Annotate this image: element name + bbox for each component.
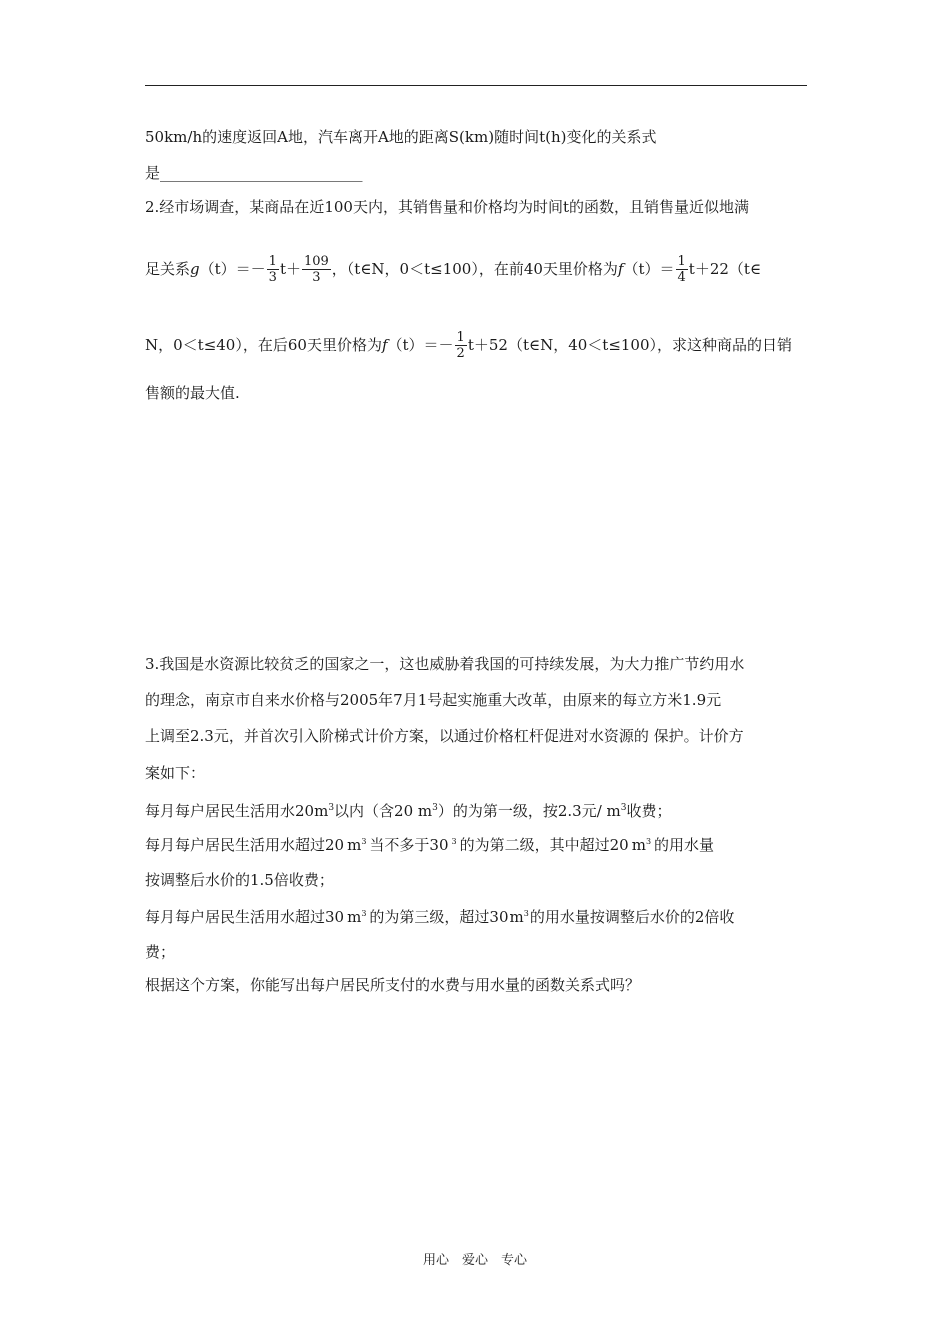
q3-text: 每月每户居民生活用水20m [145,802,329,820]
page-footer: 用心 爱心 专心 [422,1253,527,1268]
fraction-denominator: 3 [268,270,277,285]
fraction [267,254,279,286]
superscript-3: 3 [432,803,438,813]
superscript-3: 3 [523,909,529,918]
q2-text: t＋52（t∈N，40＜t≤100），求这种商品的日销 [467,336,793,354]
fraction-denominator: 3 [302,269,331,286]
cubic-meter-unit [452,836,457,854]
q3-text: 的为第二级，其中超过20 [459,836,629,854]
q2-func-f: f [381,336,388,354]
q3-line6 [145,832,714,855]
q2-line2 [145,254,761,286]
cubic-meter-unit [632,836,651,854]
superscript-3: 3 [645,837,652,846]
q2-func-g: g [190,260,200,278]
q2-text: （t）＝－ [387,336,454,354]
fraction [676,254,688,286]
q3-text: 的为第三级，超过30 [369,908,509,926]
q3-text: 以内（含20 m [334,802,433,820]
superscript-3: 3 [451,837,457,846]
unit-m: m [631,836,646,854]
q3-text: 当不多于30 [369,836,449,854]
q3-line4: 案如下： [145,764,206,782]
fraction-denominator: 2 [456,346,465,361]
fraction-numerator: 1 [677,254,686,269]
q3-text: ）的为第一级，按2.3元/ m [437,802,621,820]
q3-line10: 根据这个方案，你能写出每户居民所支付的水费与用水量的函数关系式吗？ [145,976,641,994]
q3-text: 每月每户居民生活用水超过30 [145,908,345,926]
q2-text: t＋22（t∈ [688,260,762,278]
q2-text: N，0＜t≤40），在后60天里价格为 [145,336,382,354]
q1-answer-prefix: 是 [145,164,161,182]
q2-text: t＋ [279,260,301,278]
q3-line5 [145,798,672,821]
q2-line1: 2.经市场调查，某商品在近100天内，其销售量和价格均为时间t的函数，且销售量近似地满 [145,198,749,216]
superscript-3: 3 [620,803,627,813]
fraction-numerator: 1 [268,254,277,269]
q2-text: 足关系 [145,260,191,278]
fraction [302,254,331,286]
q3-line7: 按调整后水价的1.5倍收费； [145,871,334,889]
superscript-3: 3 [328,803,335,813]
fraction-numerator: 109 [303,254,329,269]
superscript-3: 3 [361,909,367,918]
q3-line9: 费； [145,943,176,961]
q1-answer-line [145,163,363,183]
cubic-meter-unit [347,836,366,854]
fraction [455,330,467,362]
q3-text: 收费； [626,802,672,820]
q2-text: ，（t∈N，0＜t≤100），在前40天里价格为 [331,260,618,278]
cubic-meter-unit [347,908,366,926]
superscript-3: 3 [361,837,367,846]
q3-line3: 上调至2.3元，并首次引入阶梯式计价方案，以通过价格杠杆促进对水资源的 保护。计价方 [145,727,744,745]
q2-text: （t）＝－ [199,260,266,278]
q3-text: 的用水量按调整后水价的2倍收 [529,908,735,926]
q3-line1: 3.我国是水资源比较贫乏的国家之一，这也威胁着我国的可持续发展，为大力推广节约用水 [145,655,745,673]
header-rule [145,85,807,86]
unit-m: m [509,908,524,926]
fraction-denominator: 4 [677,270,686,285]
fraction-numerator: 1 [456,330,465,345]
q1-continuation: 50km/h的速度返回A地，汽车离开A地的距离S(km)随时间t(h)变化的关系式 [145,128,657,146]
q3-text: 每月每户居民生活用水超过20 [145,836,345,854]
q2-func-f: f [617,260,624,278]
cubic-meter-unit [510,908,529,926]
q3-line8 [145,904,734,927]
unit-m: m [347,908,362,926]
q1-answer-blank: ___________________________ [160,164,363,182]
q2-line3 [145,330,792,362]
q2-text: （t）＝ [623,260,675,278]
unit-m: m [347,836,362,854]
q3-text: 的用水量 [654,836,715,854]
q3-line2: 的理念，南京市自来水价格与2005年7月1号起实施重大改革，由原来的每立方米1.9元 [145,691,722,709]
q2-line4: 售额的最大值. [145,384,240,402]
